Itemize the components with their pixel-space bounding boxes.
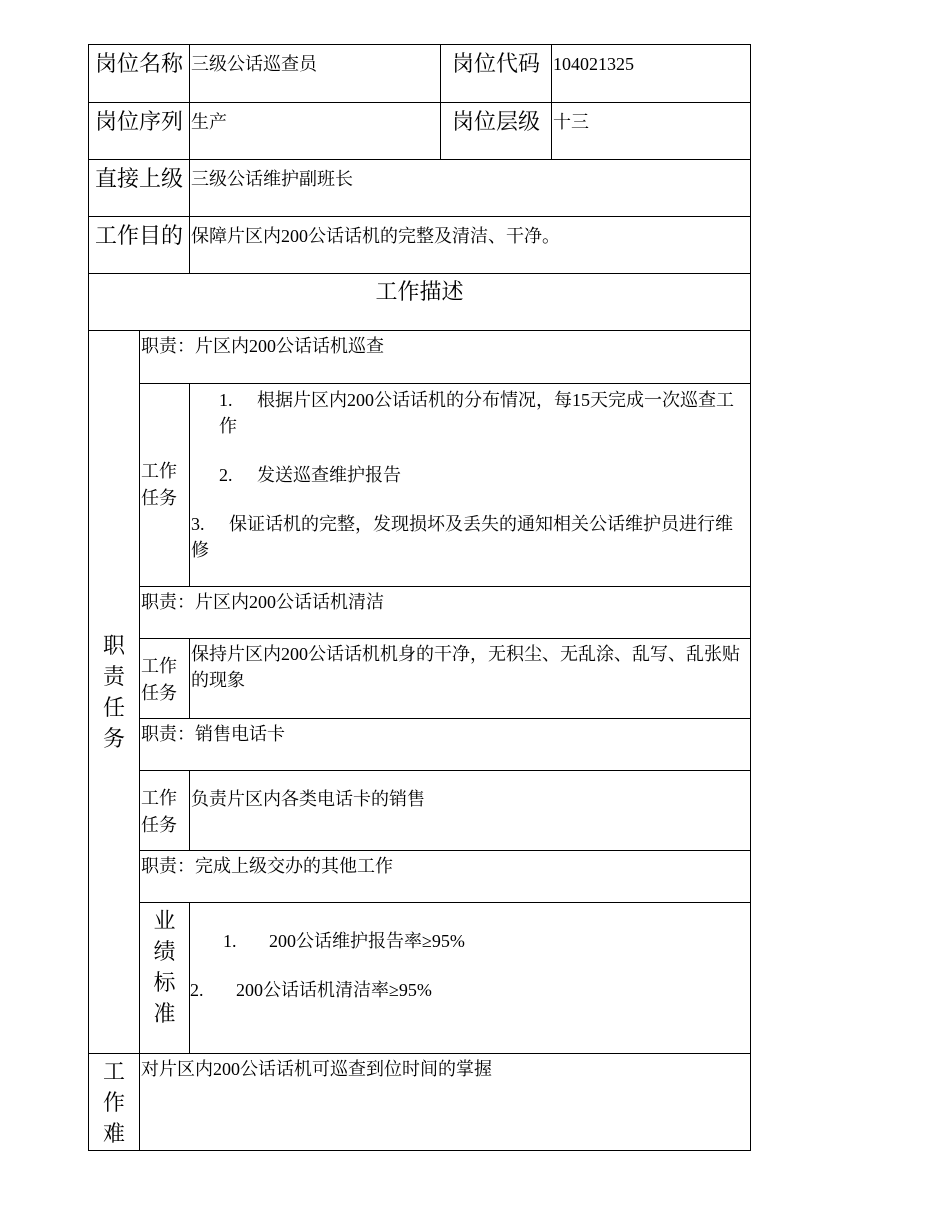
position-code-value: 104021325: [552, 45, 751, 103]
task-row: [89, 771, 751, 851]
section-title-row: [89, 274, 751, 331]
duty-title: 职责：片区内200公话话机清洁: [140, 587, 751, 639]
sequence-label: 岗位序列: [89, 103, 190, 160]
task-number: 2.: [219, 465, 233, 485]
sequence-value: 生产: [190, 103, 441, 160]
duty-row: [89, 587, 751, 639]
header-row-purpose: [89, 217, 751, 274]
performance-row: [89, 903, 751, 1054]
task-text: 负责片区内各类电话卡的销售: [190, 771, 751, 851]
duty-row: [89, 331, 751, 384]
task-label-line: 工作: [141, 787, 177, 808]
header-row-name: [89, 45, 751, 103]
performance-label-char: 标: [153, 970, 176, 995]
task-item: [191, 386, 744, 439]
task-number: 3.: [191, 514, 205, 534]
task-row: [89, 384, 751, 587]
task-text: 保持片区内200公话话机机身的干净，无积尘、无乱涂、乱写、乱张贴的现象: [190, 639, 751, 719]
duties-label: [89, 331, 140, 1054]
difficulty-label-char: 作: [102, 1090, 125, 1115]
task-item: [191, 488, 744, 563]
duties-label-char: 任: [102, 695, 125, 720]
performance-list: [190, 903, 751, 1054]
performance-label-char: 绩: [153, 939, 176, 964]
performance-number: 2.: [190, 980, 204, 1000]
duty-title: 职责：销售电话卡: [140, 719, 751, 771]
duty-row: [89, 719, 751, 771]
task-label: [140, 771, 190, 851]
job-description-table: [88, 44, 751, 1151]
difficulty-label: [89, 1054, 140, 1151]
task-text: 根据片区内200公话话机的分布情况，每15天完成一次巡查工作: [219, 390, 735, 436]
purpose-value: 保障片区内200公话话机的完整及清洁、干净。: [190, 217, 751, 274]
task-number: 1.: [219, 390, 233, 410]
performance-item: [190, 928, 750, 954]
performance-text: 200公话维护报告率≥95%: [269, 931, 465, 951]
performance-item: [190, 954, 750, 1003]
level-label: 岗位层级: [441, 103, 552, 160]
duty-title: 职责：完成上级交办的其他工作: [140, 851, 751, 903]
task-text: 保证话机的完整，发现损坏及丢失的通知相关公话维护员进行维修: [191, 514, 734, 560]
level-value: 十三: [552, 103, 751, 160]
duty-row: [89, 851, 751, 903]
position-code-label: 岗位代码: [441, 45, 552, 103]
superior-label: 直接上级: [89, 160, 190, 217]
task-label: [140, 639, 190, 719]
difficulty-label-char: 工: [102, 1059, 125, 1084]
performance-label-char: 业: [153, 908, 176, 933]
duty-title: 职责：片区内200公话话机巡查: [140, 331, 751, 384]
header-row-superior: [89, 160, 751, 217]
task-row: [89, 639, 751, 719]
task-list: [190, 384, 751, 587]
duties-label-char: 职: [102, 633, 125, 658]
duties-label-char: 责: [102, 664, 125, 689]
task-text: 发送巡查维护报告: [257, 465, 402, 485]
section-title: 工作描述: [89, 274, 751, 331]
task-label: [140, 384, 190, 587]
performance-label: [140, 903, 190, 1054]
task-label-line: 工作: [141, 461, 177, 481]
task-label-line: 任务: [141, 682, 177, 703]
performance-text: 200公话话机清洁率≥95%: [236, 980, 432, 1000]
task-item: [191, 439, 744, 488]
position-name-value: 三级公话巡查员: [190, 45, 441, 103]
superior-value: 三级公话维护副班长: [190, 160, 751, 217]
purpose-label: 工作目的: [89, 217, 190, 274]
difficulty-row: [89, 1054, 751, 1151]
performance-label-char: 准: [153, 1001, 176, 1026]
task-label-line: 任务: [141, 814, 177, 835]
performance-number: 1.: [223, 931, 237, 951]
difficulty-label-char: 难: [102, 1121, 125, 1146]
task-label-line: 工作: [141, 655, 177, 676]
position-name-label: 岗位名称: [89, 45, 190, 103]
duties-label-char: 务: [102, 726, 125, 751]
difficulty-text: 对片区内200公话话机可巡查到位时间的掌握: [140, 1054, 751, 1151]
task-label-line: 任务: [141, 488, 177, 508]
header-row-sequence: [89, 103, 751, 160]
